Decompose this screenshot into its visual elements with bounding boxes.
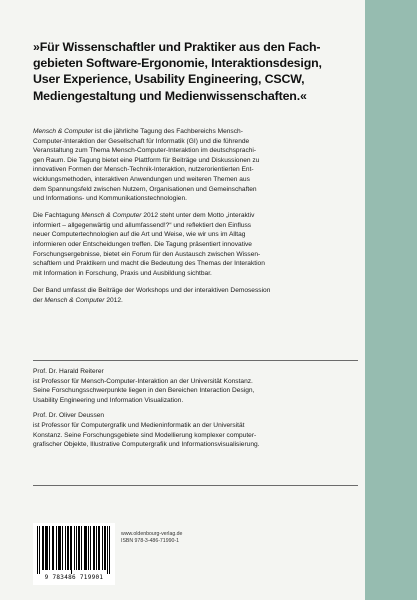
barcode-bar [46,526,47,570]
text-line: schaftlern und Praktikern und macht die Bedeutung des Themas der Interaktion [33,260,265,268]
publisher-imprint [121,531,182,546]
description-paragraph-3 [33,286,361,305]
text-line: und Informations- und Kommunikationstechnologien. [33,195,187,203]
barcode-bar [67,526,68,570]
publisher-url: www.oldenbourg-verlag.de [121,531,183,537]
barcode-bar [107,526,108,574]
text-line: Computer-Interaktion der Gesellschaft für Informatik (GI) und die führende [33,137,250,145]
barcode-bar [86,526,87,570]
author-bio-line: ist Professor für Computergrafik und Medieninformatik an der Universität [33,421,245,429]
description-paragraph-1 [33,127,361,204]
text-line: Veranstaltung zum Thema Mensch-Computer-Interaktion im deutschsprachi- [33,147,257,155]
barcode-bar [39,526,40,574]
barcode-bar [104,526,105,570]
divider-top [33,360,358,361]
description-text [33,127,361,313]
isbn-barcode [33,523,115,585]
barcode-bar [45,526,46,570]
text-fragment: 2012 steht unter dem Motto „interaktiv [141,212,255,220]
author-bio [33,411,361,449]
barcode-bar [60,526,61,570]
barcode-bar [58,526,59,570]
text-line [33,296,361,306]
barcode-bar [94,526,95,570]
barcode-bar [84,526,85,570]
barcode-bar [70,526,71,570]
text-line: informieren oder Entscheidungen treffen. Die Tagung präsentiert innovative [33,241,252,249]
quote-line: Mediengestaltung und Medienwissenschaften.« [33,88,307,103]
barcode-bar [90,526,91,570]
barcode-bar [98,526,99,570]
text-line: Der Band umfasst die Beiträge der Workshops und der interaktiven Demosession [33,286,271,294]
text-line: dem Spannungsfeld zwischen Nutzern, Organisationen und Gemeinschaften [33,185,257,193]
barcode-bar [56,526,57,570]
barcode-bar [93,526,94,570]
side-color-strip [365,0,417,600]
barcode-bar [42,526,43,570]
author-bios [33,367,361,456]
author-bio-line: grafischer Objekte, Illustrative Computergrafik und Informationsvisualisierung. [33,441,260,449]
author-bio-line: Konstanz. Seine Forschungsgebiete sind Modellierung komplexer computer- [33,431,257,439]
cover-quote [33,39,361,104]
quote-line: User Experience, Usability Engineering, CSCW, [33,72,305,87]
description-paragraph-2 [33,211,361,278]
barcode-bar [76,526,77,570]
text-line: gen Raum. Die Tagung bietet eine Plattform für Beiträge und Diskussionen zu [33,156,260,164]
barcode-bar [88,526,89,570]
barcode-bar [62,526,63,570]
quote-line: gebieten Software-Ergonomie, Interaktionsdesign, [33,56,322,71]
text-line: wicklungsmethoden, interaktiven Anwendungen und weiteren Themen aus [33,175,250,183]
isbn-number: ISBN 978-3-486-71990-1 [121,538,179,545]
barcode-bar [47,526,48,570]
text-line: innovativen Formen der Mensch-Technik-Interaktion, nutzerorientierten Ent- [33,166,254,174]
text-fragment: 2012. [104,296,123,304]
barcode-bar [74,526,75,570]
conference-name-italic: Mensch & Computer [44,296,105,304]
barcode-bar [99,526,100,570]
author-name: Prof. Dr. Oliver Deussen [33,412,105,420]
barcode-bar [79,526,80,570]
text-line: neuer Computertechnologien auf die Art und Weise, wie wir uns im Alltag [33,231,246,239]
conference-name-italic: Mensch & Computer [33,128,94,135]
text-line: informiert – allgegenwärtig und allumfassend!?“ und reflektiert den Einfluss [33,221,252,229]
author-name: Prof. Dr. Harald Reiterer [33,368,104,375]
conference-name-italic: Mensch & Computer [81,212,142,220]
text-fragment: der [33,296,45,304]
divider-bottom [33,485,358,486]
barcode-bar [78,526,79,570]
barcode-bar [59,526,60,570]
barcode-bar [37,526,38,574]
barcode-bar [52,526,53,570]
barcode-bar [81,526,82,570]
barcode-bar [105,526,106,570]
text-line [33,127,361,137]
barcode-bar [109,526,110,574]
text-fragment: Die Fachtagung [33,212,82,220]
barcode-bar [65,526,66,570]
barcode-digits: 9 783486 719901 [44,574,104,581]
author-bio [33,367,361,405]
text-line [33,211,361,221]
quote-line: »Für Wissenschaftler und Praktiker aus den Fach- [33,40,321,54]
barcode-bar [85,526,86,570]
text-fragment: ist die jährliche Tagung des Fachbereichs Mensch- [93,128,243,135]
text-line: mit Information in Forschung, Praxis und Ausbildung sichtbar. [33,269,212,277]
barcode-bars [37,526,111,574]
barcode-bar [96,526,97,570]
author-bio-line: Seine Forschungsschwerpunkte liegen in den Bereichen Interaction Design, [33,387,255,395]
barcode-bar [49,526,50,570]
text-line: Forschungsergebnisse, bietet ein Forum für den Austausch zwischen Wissen- [33,250,261,258]
barcode-bar [43,526,44,570]
author-bio-line: Usability Engineering und Information Visualization. [33,396,184,404]
author-bio-line: ist Professor für Mensch-Computer-Interaktion an der Universität Konstanz. [33,377,253,385]
barcode-bar [102,526,103,570]
barcode-bar [68,526,69,570]
barcode-bar [53,526,54,570]
barcode-bar [71,526,72,574]
